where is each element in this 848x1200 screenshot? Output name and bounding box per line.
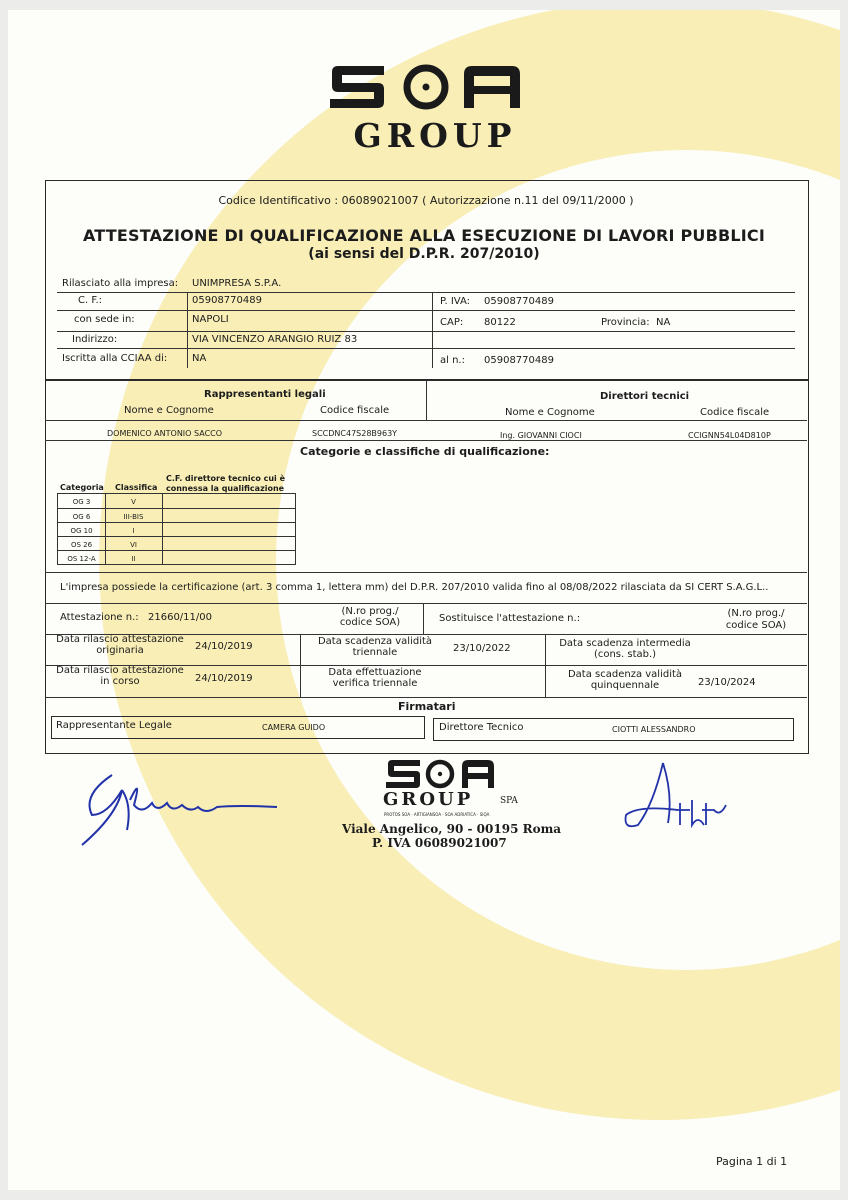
cap-value: 80122 xyxy=(484,317,516,328)
rilascio-orig-label-2: originaria xyxy=(96,645,144,656)
col-categoria: Categoria xyxy=(60,483,104,492)
rappresentanti-col-nome: Nome e Cognome xyxy=(124,405,214,416)
rilascio-orig-value: 24/10/2019 xyxy=(195,641,253,652)
categoria-row xyxy=(58,536,295,551)
sostituisce-label: Sostituisce l'attestazione n.: xyxy=(439,613,581,624)
scad-trien-label-1: Data scadenza validità xyxy=(317,636,433,647)
firmatario-rl-label: Rappresentante Legale xyxy=(56,720,172,731)
cap-label: CAP: xyxy=(440,317,464,328)
scad-quinq-label-1: Data scadenza validità xyxy=(567,669,683,680)
cciaa-value: NA xyxy=(192,353,207,364)
stamp-address: Viale Angelico, 90 - 00195 Roma xyxy=(342,822,562,836)
cf-value: 05908770489 xyxy=(192,295,262,306)
rilasciato-value: UNIMPRESA S.P.A. xyxy=(192,278,282,289)
rilascio-corso-label-2: in corso xyxy=(100,676,140,687)
classifica-cell: II xyxy=(131,555,136,563)
direttore-cf: CCIGNN54L04D810P xyxy=(688,431,771,440)
firmatario-dt-label: Direttore Tecnico xyxy=(439,722,524,733)
categoria-cell: OS 12-A xyxy=(67,555,96,563)
signature-direttore xyxy=(618,755,738,835)
firmatario-rl-value: CAMERA GUIDO xyxy=(262,723,326,732)
nro-prog2-label-1: (N.ro prog./ xyxy=(727,608,785,619)
stamp-spa: SPA xyxy=(500,796,518,806)
categorie-title: Categorie e classifiche di qualificazione: xyxy=(300,445,550,458)
firmatario-dt-value: CIOTTI ALESSANDRO xyxy=(612,725,696,734)
categoria-row xyxy=(58,508,295,523)
aln-value: 05908770489 xyxy=(484,355,554,366)
indirizzo-label: Indirizzo: xyxy=(72,334,118,345)
stamp-soa-logo xyxy=(384,758,496,790)
document-subtitle: (ai sensi del D.P.R. 207/2010) xyxy=(308,246,540,262)
provincia-label: Provincia: xyxy=(601,317,650,328)
nro-prog2-label-2: codice SOA) xyxy=(725,620,787,631)
firmatari-title: Firmatari xyxy=(398,700,456,713)
nro-prog-label-1: (N.ro prog./ xyxy=(341,606,399,617)
soa-logo xyxy=(326,62,526,112)
codice-identificativo: Codice Identificativo : 06089021007 ( Autorizzazione n.11 del 09/11/2000 ) xyxy=(218,194,634,207)
scad-interm-label-1: Data scadenza intermedia xyxy=(559,638,691,649)
rappresentanti-title: Rappresentanti legali xyxy=(204,389,326,400)
stamp-group-text: GROUP xyxy=(383,789,474,810)
scad-quinq-label-2: quinquennale xyxy=(590,680,660,691)
rappresentante-cf: SCCDNC47S28B963Y xyxy=(312,429,398,438)
rilascio-corso-value: 24/10/2019 xyxy=(195,673,253,684)
categoria-row xyxy=(58,494,295,508)
categoria-cell: OG 6 xyxy=(72,513,91,521)
certificazione-text: L'impresa possiede la certificazione (art. 3 comma 1, lettera mm) del D.P.R. 207/2010 valida fino al 08/08/2022 rilasciata da SI CERT S.A.G.L.. xyxy=(60,582,769,593)
categorie-table xyxy=(57,493,296,565)
scad-trien-label-2: triennale xyxy=(352,647,398,658)
stamp-tagline: PROTOS SOA · ARTIGIANSOA · SOA ADRIATICA · SIQA xyxy=(384,812,490,817)
rilasciato-label: Rilasciato alla impresa: xyxy=(62,278,179,289)
piva-value: 05908770489 xyxy=(484,296,554,307)
cf-label: C. F.: xyxy=(78,295,103,306)
scad-quinq-value: 23/10/2024 xyxy=(698,677,756,688)
effett-label-1: Data effettuazione xyxy=(328,667,422,678)
document-title: ATTESTAZIONE DI QUALIFICAZIONE ALLA ESECUZIONE DI LAVORI PUBBLICI xyxy=(82,226,766,245)
effett-label-2: verifica triennale xyxy=(332,678,418,689)
categoria-row xyxy=(58,522,295,537)
col-classifica: Classifica xyxy=(115,483,158,492)
provincia-value: NA xyxy=(656,317,671,328)
piva-label: P. IVA: xyxy=(440,296,471,307)
indirizzo-value: VIA VINCENZO ARANGIO RUIZ 83 xyxy=(192,334,358,345)
scad-trien-value: 23/10/2022 xyxy=(453,643,511,654)
aln-label: al n.: xyxy=(440,355,465,366)
stamp-piva: P. IVA 06089021007 xyxy=(372,836,507,850)
categoria-cell: OG 3 xyxy=(72,498,91,506)
classifica-cell: VI xyxy=(130,541,137,549)
direttore-nome: Ing. GIOVANNI CIOCI xyxy=(500,431,582,440)
direttori-col-nome: Nome e Cognome xyxy=(505,407,595,418)
rilascio-corso-label-1: Data rilascio attestazione xyxy=(56,665,184,676)
direttori-title: Direttori tecnici xyxy=(600,391,690,402)
rappresentanti-col-cf: Codice fiscale xyxy=(320,405,390,416)
classifica-cell: III-BIS xyxy=(123,513,144,521)
page-number: Pagina 1 di 1 xyxy=(716,1155,788,1168)
classifica-cell: I xyxy=(132,527,135,535)
signature-rappresentante xyxy=(72,755,282,855)
sede-value: NAPOLI xyxy=(192,314,229,325)
attestazione-num-value: 21660/11/00 xyxy=(148,612,212,623)
direttori-col-cf: Codice fiscale xyxy=(700,407,770,418)
group-logo-text: GROUP xyxy=(353,116,517,155)
categoria-row xyxy=(58,550,295,565)
col-cf-direttore-1: C.F. direttore tecnico cui è xyxy=(166,474,286,483)
col-cf-direttore-2: connessa la qualificazione xyxy=(166,484,285,493)
categoria-cell: OS 26 xyxy=(70,541,93,549)
classifica-cell: V xyxy=(131,498,136,506)
scad-interm-label-2: (cons. stab.) xyxy=(593,649,657,660)
rilascio-orig-label-1: Data rilascio attestazione xyxy=(56,634,184,645)
cciaa-label: Iscritta alla CCIAA di: xyxy=(62,353,168,364)
sede-label: con sede in: xyxy=(74,314,135,325)
categoria-cell: OG 10 xyxy=(70,527,93,535)
attestazione-num-label: Attestazione n.: xyxy=(60,612,139,623)
nro-prog-label-2: codice SOA) xyxy=(339,617,401,628)
rappresentante-nome: DOMENICO ANTONIO SACCO xyxy=(107,429,223,438)
